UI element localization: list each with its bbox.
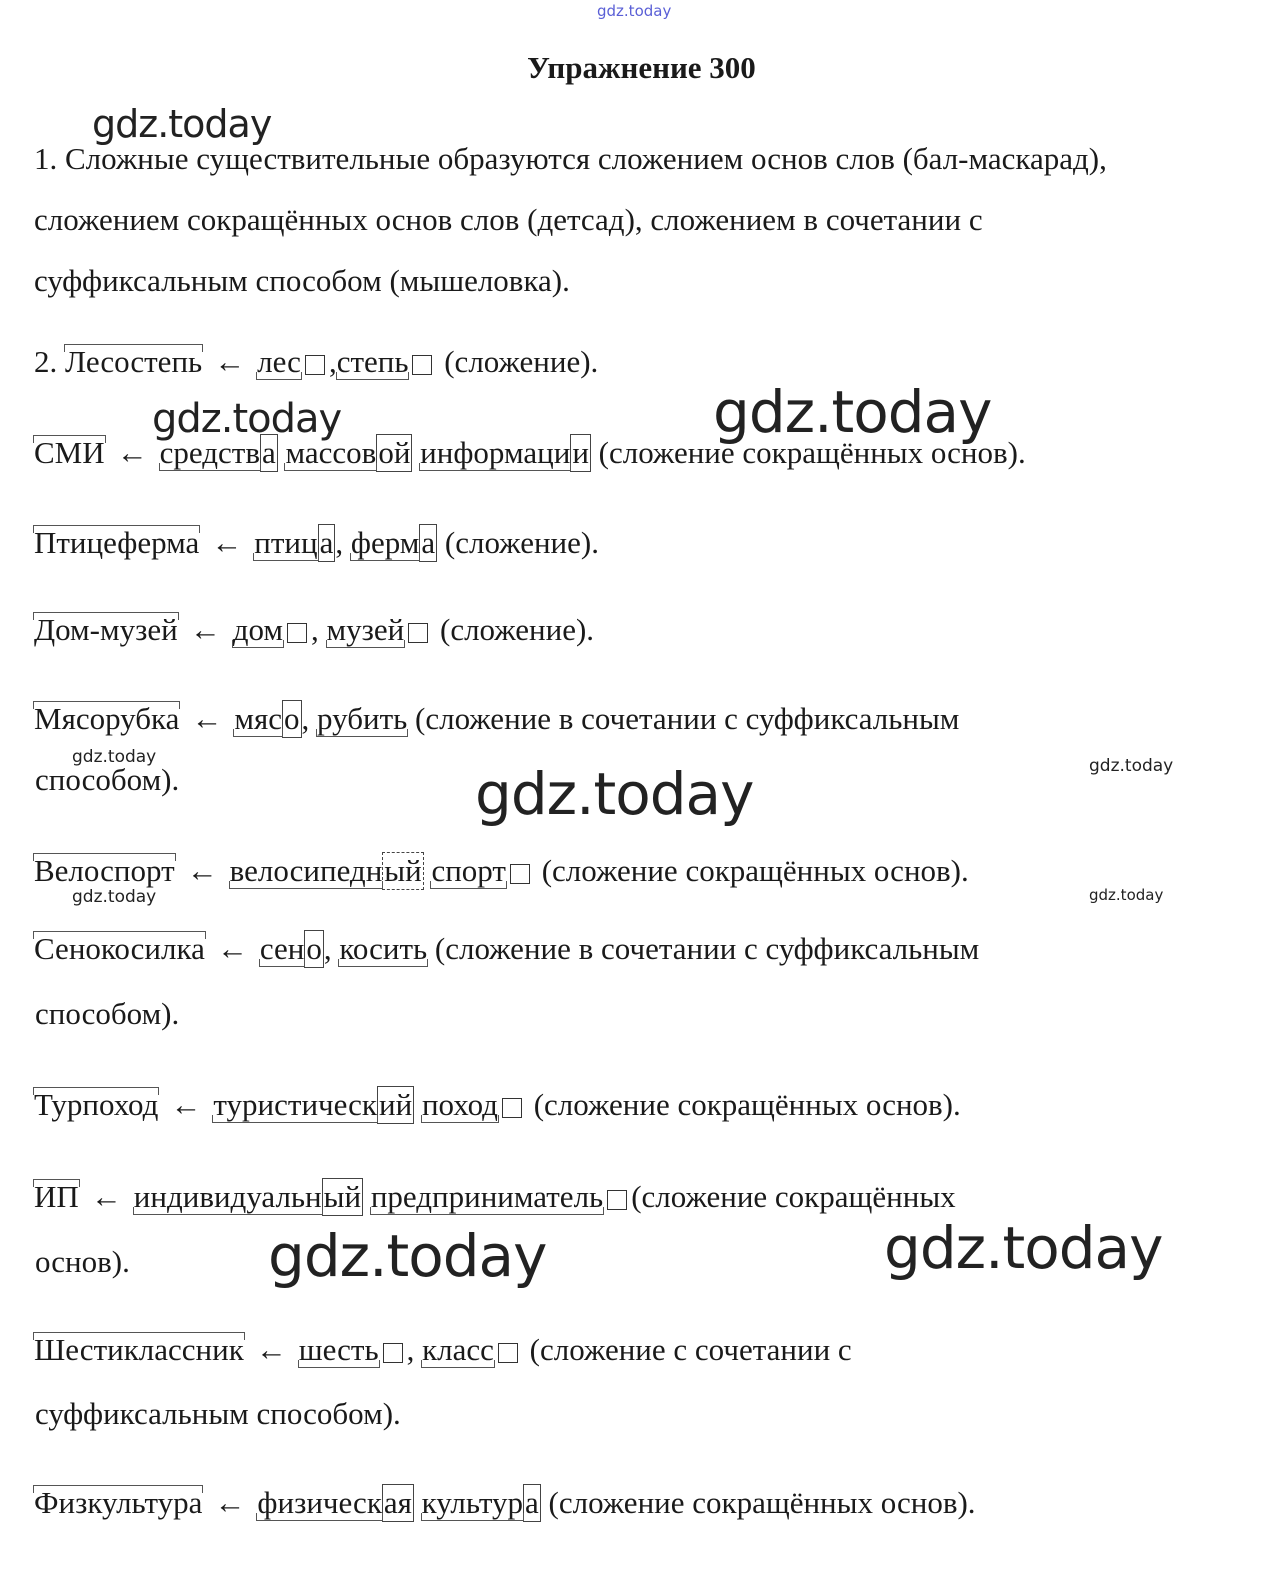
zero-ending-icon [498, 1343, 518, 1363]
watermark: gdz.today [475, 760, 754, 828]
word: СМИ [34, 435, 105, 470]
note: (сложение сокращённых основ). [533, 1087, 961, 1122]
comma: , [328, 344, 337, 379]
watermark: gdz.today [72, 747, 157, 767]
source-word: косить [339, 931, 428, 966]
word: Дом-музей [34, 612, 178, 647]
item-lesostep [34, 344, 598, 380]
item-number: 2. [34, 344, 65, 379]
arrow-icon: ← [90, 1179, 122, 1214]
arrow-icon: ← [116, 435, 148, 470]
item-dommuzej [34, 612, 594, 648]
arrow-icon: ← [170, 1087, 202, 1122]
watermark: gdz.today [1089, 756, 1174, 776]
note: (сложение в сочетании с суффиксальным [415, 701, 960, 736]
zero-ending-icon [502, 1098, 522, 1118]
source-word: индивидуальн [133, 1179, 322, 1214]
note: (сложение). [444, 525, 599, 560]
ending: о [306, 931, 322, 966]
note: (сложение в сочетании с суффиксальным [434, 931, 980, 966]
note: (сложение с сочетании с [529, 1332, 852, 1367]
note: (сложение сокращённых основ). [598, 435, 1026, 470]
watermark-top: gdz.today [597, 2, 672, 20]
item-fizkultura [34, 1484, 976, 1522]
arrow-icon: ← [186, 853, 218, 888]
zero-ending-icon [412, 355, 432, 375]
source-word: туристическ [213, 1087, 377, 1122]
zero-ending-icon [510, 864, 530, 884]
source-word: спорт [431, 853, 506, 888]
word: Сенокосилка [34, 931, 205, 966]
item-velosport [34, 852, 969, 890]
source-word: физическ [257, 1485, 382, 1520]
zero-ending-icon [408, 623, 428, 643]
source-word: сен [259, 931, 305, 966]
word: Птицеферма [34, 525, 200, 560]
source-word: информаци [420, 435, 571, 470]
ending: ый [384, 853, 422, 888]
item-smi [34, 434, 1026, 472]
ending: ый [323, 1179, 362, 1214]
word: ИП [34, 1179, 79, 1214]
watermark: gdz.today [152, 396, 342, 442]
watermark: gdz.today [268, 1222, 547, 1290]
arrow-icon: ← [191, 701, 223, 736]
comma: , [335, 525, 344, 560]
source-word: поход [421, 1087, 498, 1122]
note-continuation: способом). [35, 996, 180, 1031]
word: Физкультура [34, 1485, 203, 1520]
note: (сложение). [440, 612, 595, 647]
comma: , [323, 931, 332, 966]
source-word: лес [257, 344, 301, 379]
arrow-icon: ← [214, 344, 246, 379]
arrow-icon: ← [216, 931, 248, 966]
arrow-icon: ← [255, 1332, 287, 1367]
ending: ая [383, 1485, 412, 1520]
rule-paragraph: 1. Сложные существительные образуются сложением основ слов (бал-маскарад), сложением сокращённых основ слов (детсад), сложением в сочетании с суффиксальным способом (мышеловка). [34, 141, 1107, 298]
zero-ending-icon [607, 1190, 627, 1210]
ending: о [284, 701, 300, 736]
ending: ой [378, 435, 411, 470]
item-ip [34, 1178, 956, 1216]
ending: а [525, 1485, 539, 1520]
source-word: музей [326, 612, 405, 647]
source-word: мяс [234, 701, 283, 736]
source-word: степь [336, 344, 409, 379]
source-word: птиц [254, 525, 318, 560]
note-continuation: основ). [35, 1244, 130, 1279]
source-word: средств [159, 435, 260, 470]
note: (сложение сокращённых основ). [541, 853, 969, 888]
ending: а [421, 525, 436, 560]
watermark: gdz.today [92, 102, 272, 146]
ending: и [572, 435, 589, 470]
note-continuation: способом). [35, 762, 180, 797]
source-word: рубить [317, 701, 408, 736]
zero-ending-icon [287, 623, 307, 643]
source-word: велосипедн [229, 853, 383, 888]
source-word: ферм [350, 525, 420, 560]
source-word: массов [285, 435, 377, 470]
arrow-icon: ← [211, 525, 243, 560]
comma: , [406, 1332, 415, 1367]
ending: а [261, 435, 276, 470]
item-senokosilka [34, 930, 979, 968]
watermark: gdz.today [713, 378, 992, 446]
note: (сложение). [444, 344, 599, 379]
word: Лесостепь [65, 344, 203, 379]
comma: , [301, 701, 310, 736]
word: Шестиклассник [34, 1332, 244, 1367]
ending: ий [379, 1087, 413, 1122]
arrow-icon: ← [214, 1485, 246, 1520]
note: (сложение сокращённых основ). [548, 1485, 976, 1520]
zero-ending-icon [383, 1343, 403, 1363]
watermark: gdz.today [72, 887, 157, 907]
source-word: дом [232, 612, 284, 647]
arrow-icon: ← [189, 612, 221, 647]
source-word: класс [422, 1332, 494, 1367]
word: Велоспорт [34, 853, 175, 888]
item-shestiklassnik [34, 1332, 852, 1368]
watermark: gdz.today [884, 1214, 1163, 1282]
ending: а [319, 525, 334, 560]
word: Мясорубка [34, 701, 180, 736]
source-word: культур [421, 1485, 523, 1520]
zero-ending-icon [305, 355, 325, 375]
comma: , [311, 612, 319, 647]
note-continuation: суффиксальным способом). [35, 1396, 401, 1431]
page-title: Упражнение 300 [527, 50, 756, 85]
item-turpohod [34, 1086, 961, 1124]
item-myasorubka [34, 700, 959, 738]
source-word: предприниматель [370, 1179, 604, 1214]
source-word: шесть [298, 1332, 379, 1367]
note: (сложение сокращённых [631, 1179, 956, 1214]
item-pticeferma [34, 524, 599, 562]
watermark: gdz.today [1089, 886, 1164, 904]
word: Турпоход [34, 1087, 159, 1122]
